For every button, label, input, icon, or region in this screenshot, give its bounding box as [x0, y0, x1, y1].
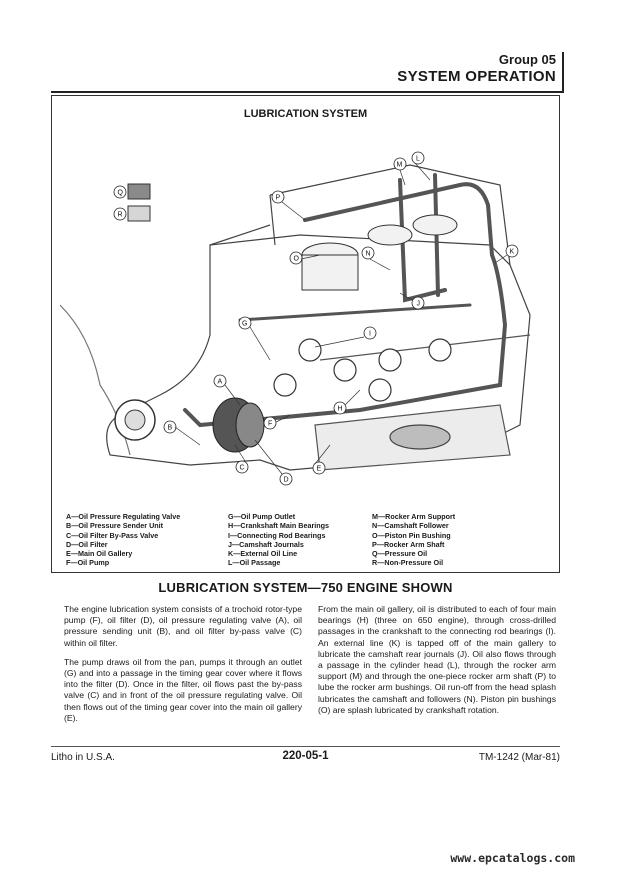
oil-filter-graphic: [213, 398, 264, 452]
callout-i: I: [369, 330, 371, 338]
legend-item: A—Oil Pressure Regulating Valve: [66, 512, 181, 521]
swatch-q-letter: Q: [117, 189, 123, 197]
non-pressure-oil-swatch: [128, 206, 150, 221]
header-rule: [51, 91, 562, 93]
legend-swatches: [114, 184, 150, 221]
crank-pulley: [115, 400, 155, 440]
lubrication-diagram: [60, 125, 550, 490]
manual-id: TM-1242 (Mar-81): [478, 752, 560, 763]
legend-item: C—Oil Filter By-Pass Valve: [66, 530, 159, 540]
callout-h: H: [337, 405, 343, 413]
callout-g: G: [242, 320, 248, 328]
legend-item: P—Rocker Arm Shaft: [372, 539, 445, 549]
legend-column-1: [66, 512, 180, 568]
watermark-url: www.epcatalogs.com: [450, 851, 575, 865]
legend-column-3: [372, 512, 455, 568]
swatch-r-letter: R: [117, 211, 123, 219]
legend-item: D—Oil Filter: [66, 539, 108, 549]
body-paragraph: The pump draws oil from the pan, pumps it through an outlet (G) and into a passage in the timing gear cover where it flows into the filter (D). Once in the filter, oil flows past the by-pass valve (C) and in front of the oil pressure regulating valve. Oil then flows out of the timing gear cover into the main oil gallery (E).: [64, 656, 302, 723]
footer-print-note: Litho in U.S.A.: [51, 752, 115, 763]
callout-l: L: [416, 155, 420, 163]
body-left-column: [64, 604, 302, 732]
callout-j: J: [416, 300, 420, 308]
legend-item: O—Piston Pin Bushing: [372, 530, 451, 540]
rod-bearings: [274, 339, 451, 401]
callout-d: D: [283, 476, 289, 484]
group-label: Group 05: [498, 52, 556, 67]
legend-item: J—Camshaft Journals: [228, 539, 304, 549]
callout-p: P: [275, 194, 281, 202]
pistons: [302, 215, 457, 290]
callout-c: C: [239, 464, 245, 472]
legend-item: L—Oil Passage: [228, 558, 281, 568]
callout-e: E: [316, 465, 322, 473]
legend-item: F—Oil Pump: [66, 558, 110, 568]
legend-item: K—External Oil Line: [228, 549, 298, 559]
header-divider: [562, 52, 564, 93]
footer-rule: [51, 746, 560, 747]
callout-o: O: [293, 255, 299, 263]
legend-item: I—Connecting Rod Bearings: [228, 530, 326, 540]
legend-item: M—Rocker Arm Support: [372, 512, 456, 521]
body-paragraph: The engine lubrication system consists of a trochoid rotor-type pump (F), oil filter (D), oil pressure regulating valve (A), oil pressure sending unit (B), and oil filter by-pass valve (C) within oil filter.: [64, 604, 302, 648]
body-paragraph: From the main oil gallery, oil is distributed to each of four main bearings (H) (three on 650 engine), through cross-drilled passages in the crankshaft to the connecting rod bearings (I). An external line (K) is tapped off of the main gallery to lubricate the camshaft rear journals (J). Oil also flows through a passage in the cylinder head (L), through the rocker arm support (M) and through the one-piece rocker arm shaft (P) to lube the rocker arm bushings. Oil run-off from the head splash lubricates the camshaft and followers (N). Piston pin bushings (O) are splash lubricated by crankshaft rotation.: [318, 604, 556, 715]
callout-f: F: [268, 420, 273, 428]
figure-title: LUBRICATION SYSTEM: [243, 108, 368, 120]
legend-item: Q—Pressure Oil: [372, 549, 428, 559]
pressure-oil-swatch: [128, 184, 150, 199]
legend-column-2: [228, 512, 329, 568]
legend-item: G—Oil Pump Outlet: [228, 512, 296, 521]
legend-item: N—Camshaft Follower: [372, 521, 449, 531]
callout-m: M: [396, 161, 403, 169]
legend-item: E—Main Oil Gallery: [66, 549, 133, 559]
callout-b: B: [167, 424, 173, 432]
legend-item: R—Non-Pressure Oil: [372, 558, 444, 568]
callout-a: A: [217, 378, 223, 386]
legend-item: B—Oil Pressure Sender Unit: [66, 521, 164, 531]
body-title: LUBRICATION SYSTEM—750 ENGINE SHOWN: [158, 580, 453, 595]
callout-k: K: [509, 248, 515, 256]
page-number: 220-05-1: [282, 750, 329, 762]
pressure-oil-lines: [185, 175, 505, 425]
callout-n: N: [365, 250, 371, 258]
legend-item: H—Crankshaft Main Bearings: [228, 521, 330, 531]
body-right-column: [318, 604, 556, 724]
section-title: SYSTEM OPERATION: [397, 68, 556, 85]
